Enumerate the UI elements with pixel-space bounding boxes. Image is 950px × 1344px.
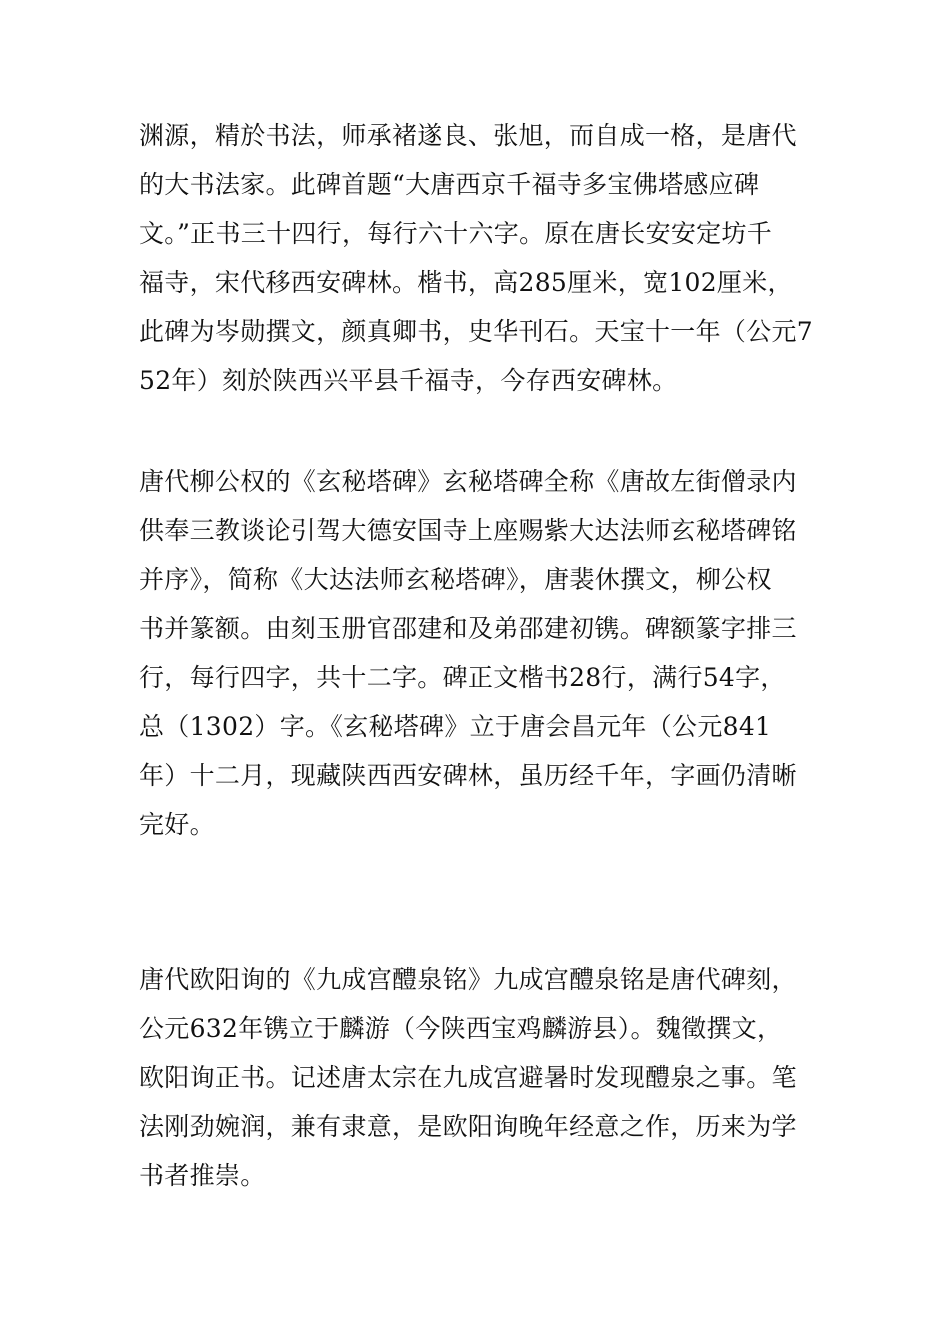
text-line: 并序》，简称《大达法师玄秘塔碑》，唐裴休撰文，柳公权: [139, 565, 772, 594]
text-line: 的大书法家。此碑首题“大唐西京千福寺多宝佛塔感应碑: [139, 170, 760, 199]
text-line: 总（1302）字。《玄秘塔碑》立于唐会昌元年（公元841: [139, 712, 772, 741]
text-line: 书者推崇。: [139, 1161, 266, 1190]
text-line: 完好。: [139, 810, 215, 839]
text-line: 书并篆额。由刻玉册官邵建和及弟邵建初镌。碑额篆字排三: [139, 614, 797, 643]
text-line: 渊源，精於书法，师承褚遂良、张旭，而自成一格，是唐代: [139, 121, 797, 150]
text-line: 欧阳询正书。记述唐太宗在九成宫避暑时发现醴泉之事。笔: [139, 1063, 797, 1092]
text-line: 福寺，宋代移西安碑林。楷书，高285厘米，宽102厘米，: [139, 268, 793, 297]
text-line: 唐代柳公权的《玄秘塔碑》玄秘塔碑全称《唐故左街僧录内: [139, 467, 797, 496]
text-line: 文。”正书三十四行，每行六十六字。原在唐长安安定坊千: [139, 219, 773, 248]
paragraph-jiuchenggong-liquan-inscription: [139, 955, 839, 1200]
text-line: 年）十二月，现藏陕西西安碑林，虽历经千年，字画仍清晰: [139, 761, 797, 790]
text-line: 此碑为岑勋撰文，颜真卿书，史华刊石。天宝十一年（公元7: [139, 317, 814, 346]
text-line: 供奉三教谈论引驾大德安国寺上座赐紫大达法师玄秘塔碑铭: [139, 516, 797, 545]
text-line: 唐代欧阳询的《九成宫醴泉铭》九成宫醴泉铭是唐代碑刻，: [139, 965, 797, 994]
text-line: 公元632年镌立于麟游（今陕西宝鸡麟游县）。魏徵撰文，: [139, 1014, 783, 1043]
text-line: 法刚劲婉润，兼有隶意，是欧阳询晚年经意之作，历来为学: [139, 1112, 797, 1141]
paragraph-yan-zhenqing-duobao-stele: [139, 111, 839, 405]
text-line: 行，每行四字，共十二字。碑正文楷书28行，满行54字，: [139, 663, 786, 692]
paragraph-xuanmi-pagoda-stele: [139, 457, 839, 849]
text-line: 52年）刻於陕西兴平县千福寺，今存西安碑林。: [139, 366, 678, 395]
